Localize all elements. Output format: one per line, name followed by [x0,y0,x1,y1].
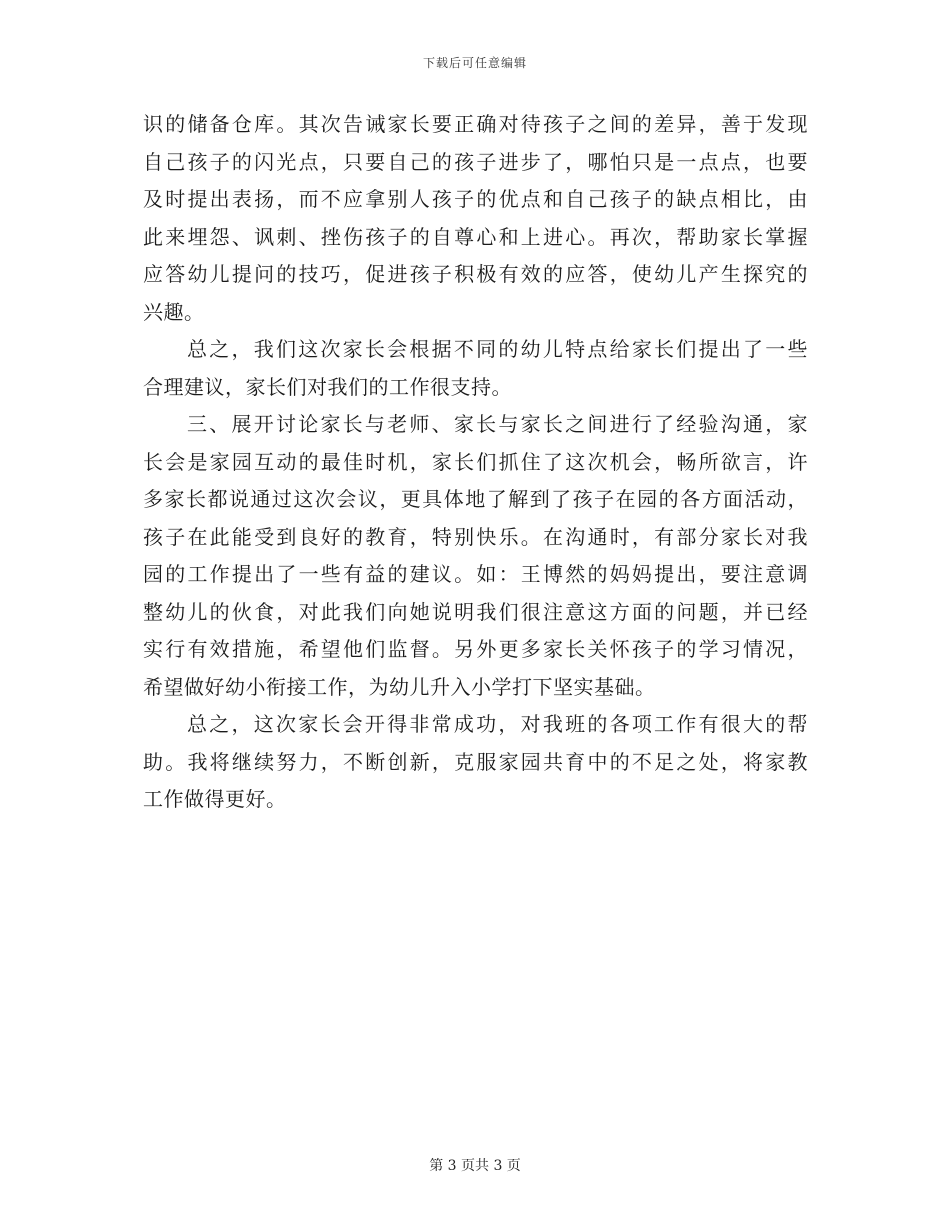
text-line: 实行有效措施，希望他们监督。另外更多家长关怀孩子的学习情况， [143,637,808,661]
text-line: 自己孩子的闪光点，只要自己的孩子进步了，哪怕只是一点点，也要 [143,149,808,174]
text-line: 园的工作提出了一些有益的建议。如：王博然的妈妈提出，要注意调 [143,562,808,586]
text-line: 希望做好幼小衔接工作，为幼儿升入小学打下坚实基础。 [143,674,656,699]
text-line: 三、展开讨论家长与老师、家长与家长之间进行了经验沟通，家 [187,412,808,436]
text-line: 工作做得更好。 [143,787,287,811]
text-line: 总之，我们这次家长会根据不同的幼儿特点给家长们提出了一些 [187,337,808,361]
text-line: 整幼儿的伙食，对此我们向她说明我们很注意这方面的问题，并已经 [143,599,808,624]
text-line: 及时提出表扬，而不应拿别人孩子的优点和自己孩子的缺点相比，由 [143,187,808,211]
text-line: 合理建议，家长们对我们的工作很支持。 [143,374,512,399]
document-body [143,106,808,819]
text-line: 总之，这次家长会开得非常成功，对我班的各项工作有很大的帮 [187,712,808,736]
text-line: 应答幼儿提问的技巧，促进孩子积极有效的应答，使幼儿产生探究的 [143,262,808,286]
text-line: 长会是家园互动的最佳时机，家长们抓住了这次机会，畅所欲言，许 [143,449,808,474]
text-line: 识的储备仓库。其次告诫家长要正确对待孩子之间的差异，善于发现 [143,112,808,136]
text-line: 多家长都说通过这次会议，更具体地了解到了孩子在园的各方面活动， [143,487,808,511]
text-line: 兴趣。 [143,299,205,324]
text-line: 孩子在此能受到良好的教育，特别快乐。在沟通时，有部分家长对我 [143,524,808,549]
page-number: 第 3 页共 3 页 [429,1158,521,1174]
text-line: 助。我将继续努力，不断创新，克服家园共育中的不足之处，将家教 [143,749,808,774]
text-line: 此来埋怨、讽刺、挫伤孩子的自尊心和上进心。再次，帮助家长掌握 [143,224,808,249]
page-header: 下载后可任意编辑 [422,56,527,70]
